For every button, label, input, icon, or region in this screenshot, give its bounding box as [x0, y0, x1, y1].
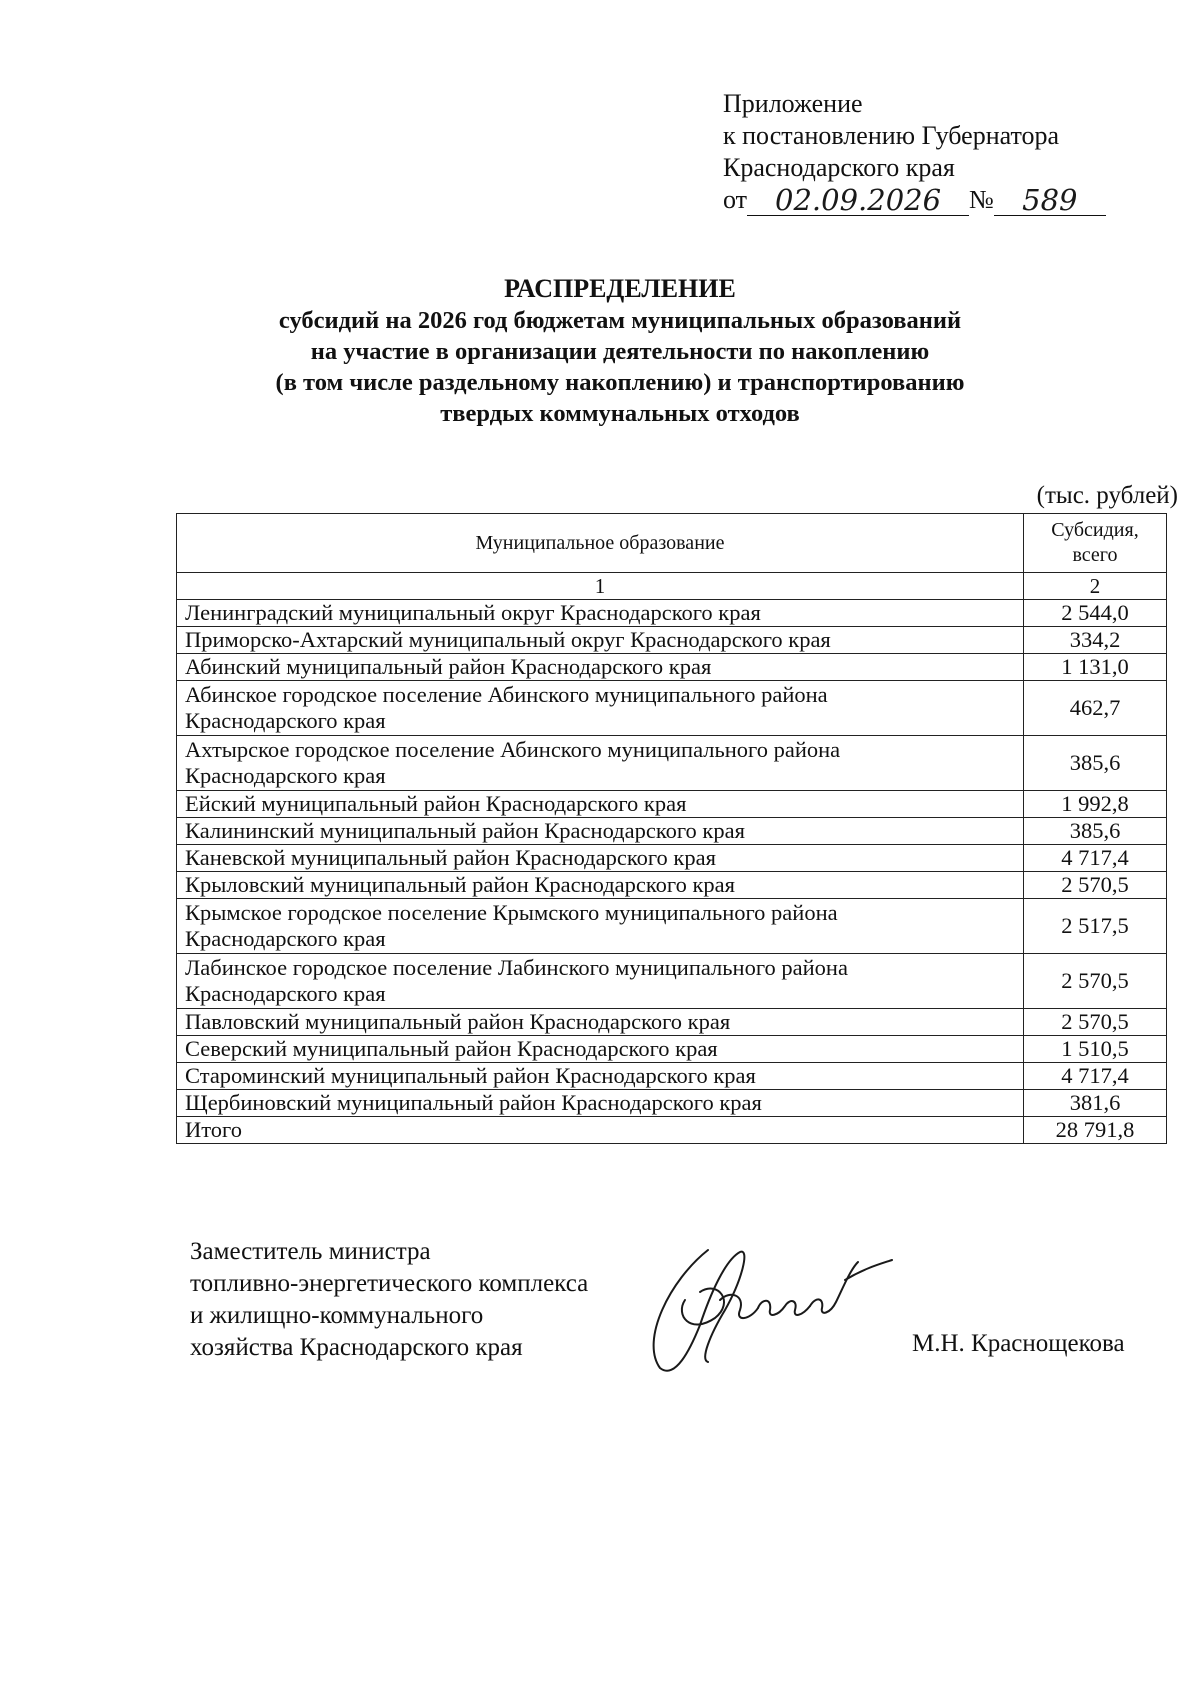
total-value: 28 791,8 — [1024, 1117, 1167, 1144]
table-row — [177, 954, 1167, 1009]
municipality-name: Крыловский муниципальный район Краснодарского края — [177, 872, 1024, 899]
header-subsidy-line-2: всего — [1072, 544, 1118, 566]
subsidy-value: 4 717,4 — [1024, 845, 1167, 872]
table-row — [177, 1009, 1167, 1036]
order-date: 02.09.2026 — [747, 185, 969, 216]
appendix-line-3: Краснодарского края — [723, 153, 955, 182]
subsidy-value: 2 544,0 — [1024, 600, 1167, 627]
from-label: от — [723, 185, 748, 214]
total-label: Итого — [177, 1117, 1024, 1144]
header-subsidy — [1024, 514, 1167, 573]
table-row — [177, 654, 1167, 681]
subsidy-value: 2 570,5 — [1024, 1009, 1167, 1036]
municipality-name-line-2: Краснодарского края — [185, 926, 386, 951]
units-label: (тыс. рублей) — [1036, 482, 1178, 509]
municipality-name: Северский муниципальный район Краснодарского края — [177, 1036, 1024, 1063]
table-row — [177, 818, 1167, 845]
municipality-name — [177, 736, 1024, 791]
municipality-name — [177, 954, 1024, 1009]
subsidy-value: 334,2 — [1024, 627, 1167, 654]
distribution-table — [176, 513, 1167, 1144]
appendix-block — [723, 88, 1106, 216]
municipality-name: Абинский муниципальный район Краснодарского края — [177, 654, 1024, 681]
order-reference — [723, 184, 1106, 216]
table-row — [177, 1036, 1167, 1063]
table-row — [177, 681, 1167, 736]
municipality-name: Приморско-Ахтарский муниципальный округ Краснодарского края — [177, 627, 1024, 654]
subsidy-value: 462,7 — [1024, 681, 1167, 736]
municipality-name — [177, 681, 1024, 736]
signatory-line-4: хозяйства Краснодарского края — [190, 1334, 523, 1361]
column-number-1: 1 — [177, 573, 1024, 600]
municipality-name: Калининский муниципальный район Краснодарского края — [177, 818, 1024, 845]
municipality-name-line-2: Краснодарского края — [185, 708, 386, 733]
table-row — [177, 1090, 1167, 1117]
subsidy-value: 1 510,5 — [1024, 1036, 1167, 1063]
table-header-row — [177, 514, 1167, 573]
title-line-1: субсидий на 2026 год бюджетам муниципальных образований — [278, 307, 962, 334]
subsidy-value: 2 570,5 — [1024, 872, 1167, 899]
municipality-name-line-1: Лабинское городское поселение Лабинского муниципального района — [185, 955, 848, 980]
signatory-line-2: топливно-энергетического комплекса — [190, 1270, 589, 1297]
header-subsidy-line-1: Субсидия, — [1051, 519, 1139, 541]
subsidy-value: 4 717,4 — [1024, 1063, 1167, 1090]
subsidy-value: 381,6 — [1024, 1090, 1167, 1117]
municipality-name: Ленинградский муниципальный округ Краснодарского края — [177, 600, 1024, 627]
column-numbering-row — [177, 573, 1167, 600]
municipality-name-line-2: Краснодарского края — [185, 981, 386, 1006]
municipality-name-line-1: Крымское городское поселение Крымского муниципального района — [185, 900, 838, 925]
municipality-name-line-1: Абинское городское поселение Абинского муниципального района — [185, 682, 828, 707]
title-line-2: на участие в организации деятельности по накоплению — [310, 338, 930, 365]
signatory-name: М.Н. Краснощекова — [912, 1330, 1125, 1357]
handwritten-signature — [630, 1240, 900, 1380]
title-main: РАСПРЕДЕЛЕНИЕ — [504, 274, 736, 303]
title-line-4: твердых коммунальных отходов — [440, 400, 800, 427]
appendix-line-2: к постановлению Губернатора — [723, 121, 1060, 150]
number-label: № — [969, 185, 994, 214]
table-row — [177, 872, 1167, 899]
table-row — [177, 600, 1167, 627]
table-row — [177, 1063, 1167, 1090]
total-row — [177, 1117, 1167, 1144]
municipality-name: Ейский муниципальный район Краснодарского края — [177, 791, 1024, 818]
municipality-name: Каневской муниципальный район Краснодарского края — [177, 845, 1024, 872]
municipality-name: Павловский муниципальный район Краснодарского края — [177, 1009, 1024, 1036]
signatory-title — [190, 1236, 588, 1364]
municipality-name: Староминский муниципальный район Краснодарского края — [177, 1063, 1024, 1090]
order-number: 589 — [994, 185, 1106, 216]
table-row — [177, 736, 1167, 791]
subsidy-value: 2 570,5 — [1024, 954, 1167, 1009]
subsidy-value: 1 992,8 — [1024, 791, 1167, 818]
signatory-line-1: Заместитель министра — [190, 1238, 431, 1265]
municipality-name: Щербиновский муниципальный район Краснодарского края — [177, 1090, 1024, 1117]
subsidy-value: 1 131,0 — [1024, 654, 1167, 681]
appendix-line-1: Приложение — [723, 89, 863, 118]
title-line-3: (в том числе раздельному накоплению) и транспортированию — [275, 369, 965, 396]
subsidy-value: 385,6 — [1024, 818, 1167, 845]
table-row — [177, 899, 1167, 954]
column-number-2: 2 — [1024, 573, 1167, 600]
municipality-name-line-1: Ахтырское городское поселение Абинского муниципального района — [185, 737, 841, 762]
signatory-line-3: и жилищно-коммунального — [190, 1302, 484, 1329]
subsidy-value: 2 517,5 — [1024, 899, 1167, 954]
header-municipality: Муниципальное образование — [177, 514, 1024, 573]
table-row — [177, 791, 1167, 818]
document-title — [180, 272, 1060, 429]
table-row — [177, 845, 1167, 872]
table-row — [177, 627, 1167, 654]
municipality-name — [177, 899, 1024, 954]
municipality-name-line-2: Краснодарского края — [185, 763, 386, 788]
subsidy-value: 385,6 — [1024, 736, 1167, 791]
